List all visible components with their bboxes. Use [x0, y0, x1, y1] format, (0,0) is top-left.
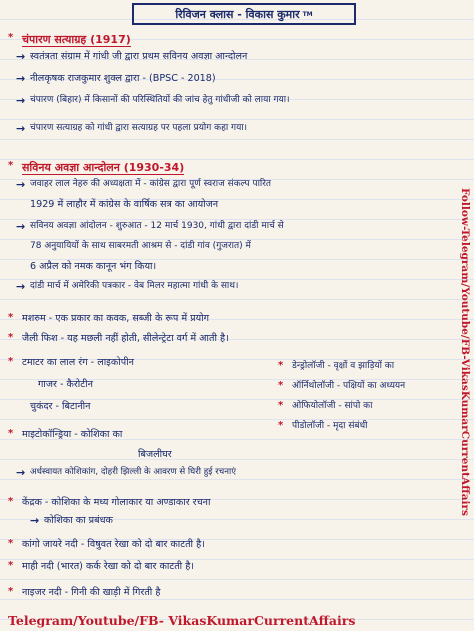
bullet-icon: * [278, 420, 284, 431]
section-heading-civil-disobedience: सविनय अवज्ञा आन्दोलन (1930-34) [22, 161, 185, 174]
note-line: गाजर - कैरोटीन [38, 379, 93, 390]
arrow-icon: → [16, 220, 26, 233]
note-line: अर्धस्वायत कोशिकांग, दोहरी झिल्ली के आवरण से घिरी हुई रचनाएं [30, 467, 236, 477]
note-line: कोशिका का प्रबंधक [44, 515, 113, 526]
section-heading-champaran: चंपारण सत्याग्रह (1917) [22, 33, 131, 46]
arrow-icon: → [30, 514, 40, 527]
note-line-jellyfish: जैली फिश - यह मछली नहीं होती, सीलेन्ट्रेटा वर्ग में आती है। [22, 333, 229, 344]
arrow-icon: → [16, 50, 26, 63]
note-line: सविनय अवज्ञा आंदोलन - शुरुआत - 12 मार्च 1930, गांधी द्वारा दांडी मार्च से [30, 221, 284, 231]
arrow-icon: → [16, 178, 26, 191]
note-line: चुकंदर - बिटानीन [30, 401, 91, 412]
arrow-icon: → [16, 280, 26, 293]
bullet-icon: * [8, 428, 14, 439]
note-line: दांडी मार्च में अमेरिकी पत्रकार - वेब मिलर महात्मा गांधी के साथ। [30, 281, 239, 291]
note-line-powerhouse: बिजलीघर [138, 449, 172, 460]
note-line-niger: नाइजर नदी - गिनी की खाड़ी में गिरती है [22, 587, 161, 598]
bullet-icon: * [8, 496, 14, 507]
bottom-watermark: Telegram/Youtube/FB- VikasKumarCurrentAffairs [8, 613, 356, 628]
note-line-congo: कांगो जायरे नदी - विषुवत रेखा को दो बार काटती है। [22, 539, 205, 550]
note-line: स्वतंत्रता संग्राम में गांधी जी द्वारा प्रथम सविनय अवज्ञा आन्दोलन [30, 51, 248, 62]
bullet-icon: * [8, 32, 14, 43]
bullet-icon: * [8, 160, 14, 171]
bullet-icon: * [8, 538, 14, 549]
note-line: 78 अनुयायियों के साथ साबरमती आश्रम से - दांडी गांव (गुजरात) में [30, 241, 251, 251]
bullet-icon: * [278, 360, 284, 371]
note-line: चंपारण सत्याग्रह को गांधी द्वारा सत्याग्रह पर पहला प्रयोग कहा गया। [30, 123, 248, 133]
note-line-mahi: माही नदी (भारत) कर्क रेखा को दो बार काटती है। [22, 561, 194, 572]
arrow-icon: → [16, 122, 26, 135]
bullet-icon: * [8, 356, 14, 367]
ology-line: डेन्ड्रोलॉजी - वृक्षों व झाड़ियों का [292, 361, 395, 371]
note-line: 6 अप्रैल को नमक कानून भंग किया। [30, 261, 157, 272]
side-watermark: Follow-Telegram/Youtube/FB-VikasKumarCurrentAffairs [459, 188, 472, 516]
note-line-mushroom: मशरुम - एक प्रकार का कवक, सब्जी के रूप में प्रयोग [22, 313, 210, 324]
trademark-mark: TM [302, 10, 313, 18]
note-line-mitochondria: माइटोकॉन्ड्रिया - कोशिका का [22, 429, 123, 440]
note-line: जवाहर लाल नेहरु की अध्यक्षता में - कांग्रेस द्वारा पूर्ण स्वराज संकल्प पारित [30, 179, 272, 189]
note-line-nucleus: केंद्रक - कोशिका के मध्य गोलाकार या अण्डाकार रचना [22, 497, 211, 508]
note-line: नीलकृषक राजकुमार शुक्ल द्वारा - (BPSC - 2018) [30, 73, 216, 84]
bullet-icon: * [8, 332, 14, 343]
note-line: 1929 में लाहौर में कांग्रेस के वार्षिक सत्र का आयोजन [30, 199, 219, 210]
arrow-icon: → [16, 466, 26, 479]
ology-line: ऑर्निथोलॉजी - पक्षियों का अध्ययन [292, 381, 406, 391]
arrow-icon: → [16, 94, 26, 107]
note-line: चंपारण (बिहार) में किसानों की परिस्थितियों की जांच हेतु गांधीजी को लाया गया। [30, 95, 290, 105]
ology-line: ओफियोलॉजी - सांपो का [292, 401, 373, 411]
bullet-icon: * [278, 400, 284, 411]
bullet-icon: * [8, 312, 14, 323]
note-line: टमाटर का लाल रंग - लाइकोपीन [22, 357, 135, 368]
title-text: रिविजन क्लास - विकास कुमार [175, 7, 300, 21]
bullet-icon: * [8, 586, 14, 597]
bullet-icon: * [278, 380, 284, 391]
page-title [132, 3, 356, 25]
ology-line: पीडोलॉजी - मृदा संबंधी [292, 421, 368, 431]
arrow-icon: → [16, 72, 26, 85]
bullet-icon: * [8, 560, 14, 571]
